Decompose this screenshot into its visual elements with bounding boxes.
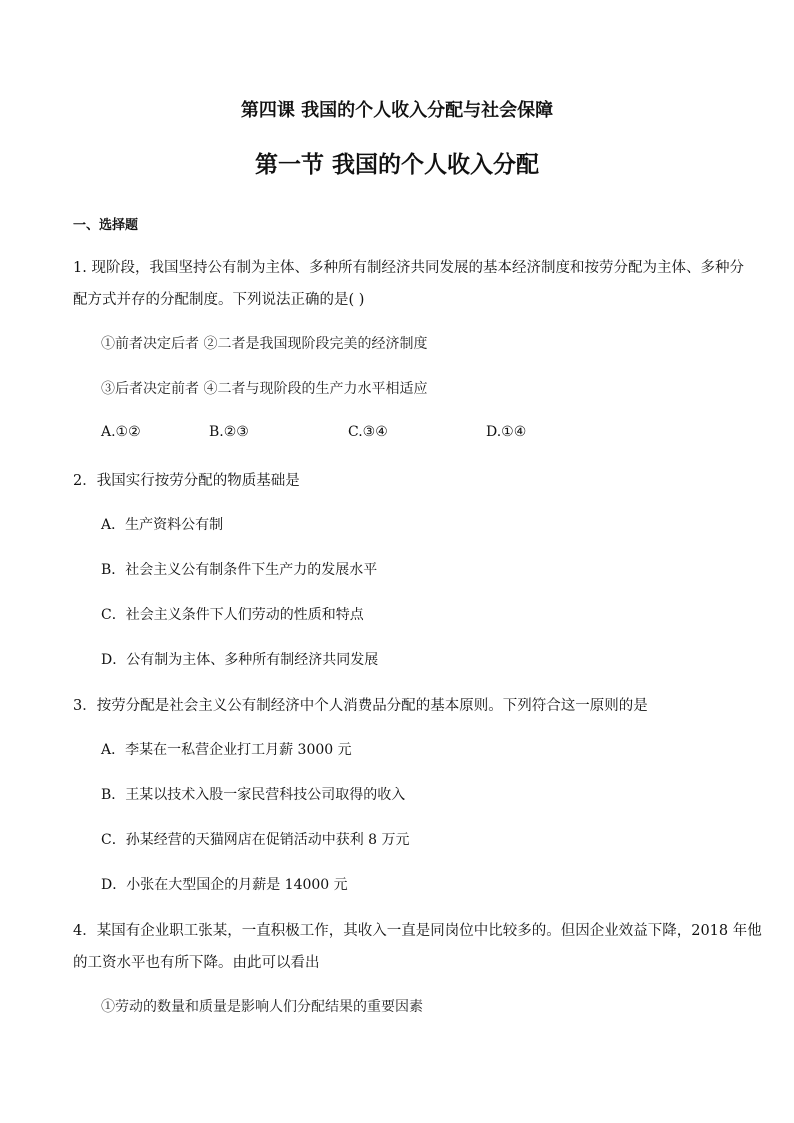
question-2-option-d: D．公有制为主体、多种所有制经济共同发展: [101, 652, 379, 668]
question-4-stem-line-2: 的工资水平也有所下降。由此可以看出: [73, 955, 320, 971]
question-type-heading: 一、选择题: [73, 218, 139, 233]
question-2-option-b: B．社会主义公有制条件下生产力的发展水平: [101, 562, 378, 578]
section-title: 第一节 我国的个人收入分配: [254, 152, 539, 178]
lesson-title: 第四课 我国的个人收入分配与社会保障: [240, 100, 554, 121]
question-1-stem-line-2: 配方式并存的分配制度。下列说法正确的是( ): [73, 292, 365, 308]
question-4-stem-line-1: 4．某国有企业职工张某，一直积极工作，其收入一直是同岗位中比较多的。但因企业效益下降，2018 年他: [73, 923, 762, 939]
question-2-option-c: C．社会主义条件下人们劳动的性质和特点: [101, 607, 364, 623]
question-4-statement: ①劳动的数量和质量是影响人们分配结果的重要因素: [101, 999, 423, 1015]
question-1-choice-b: B.②③: [209, 424, 249, 440]
question-1-stem-line-1: 1. 现阶段，我国坚持公有制为主体、多种所有制经济共同发展的基本经济制度和按劳分配为主体、多种分: [73, 260, 744, 276]
question-3-option-a: A．李某在一私营企业打工月薪 3000 元: [101, 742, 352, 758]
question-2-option-a: A．生产资料公有制: [101, 517, 224, 533]
question-1-statement: ①前者决定后者 ②二者是我国现阶段完美的经济制度: [101, 336, 428, 352]
question-1-choice-d: D.①④: [486, 424, 527, 440]
question-3-stem: 3．按劳分配是社会主义公有制经济中个人消费品分配的基本原则。下列符合这一原则的是: [73, 698, 648, 714]
question-1-choice-a: A.①②: [101, 424, 141, 440]
question-3-option-d: D．小张在大型国企的月薪是 14000 元: [101, 877, 348, 893]
question-3-option-c: C．孙某经营的天猫网店在促销活动中获利 8 万元: [101, 832, 410, 848]
question-1-choice-c: C.③④: [348, 424, 388, 440]
question-1-statement: ③后者决定前者 ④二者与现阶段的生产力水平相适应: [101, 381, 428, 397]
question-2-stem: 2．我国实行按劳分配的物质基础是: [73, 473, 300, 489]
question-3-option-b: B．王某以技术入股一家民营科技公司取得的收入: [101, 787, 406, 803]
